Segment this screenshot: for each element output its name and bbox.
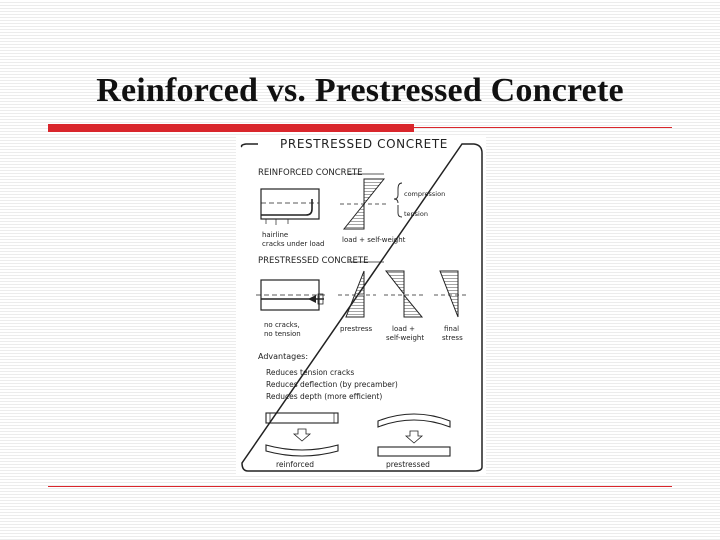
final-stress-diagram: [434, 271, 468, 317]
load-selfweight-label: load + self-weight: [342, 236, 406, 244]
compression-brace: [394, 183, 402, 203]
advantages-title: Advantages:: [258, 352, 309, 361]
reinforced-beam: [261, 189, 319, 225]
load-label: load +: [392, 325, 416, 333]
advantage-item-1: Reduces tension cracks: [266, 368, 355, 377]
reinforced-beam-label: reinforced: [276, 460, 315, 469]
prestressed-title: PRESTRESSED CONCRETE: [258, 256, 369, 266]
final-label: final: [444, 325, 460, 333]
no-tension-label: no tension: [264, 330, 301, 338]
tension-brace: [398, 205, 402, 217]
advantage-item-3: Reduces depth (more efficient): [266, 392, 383, 401]
reinforced-title: REINFORCED CONCRETE: [258, 168, 363, 178]
sketch-drawing: [236, 137, 486, 474]
reinforced-stress-diagram: [340, 179, 388, 229]
advantage-item-2: Reduces deflection (by precamber): [266, 380, 398, 389]
slide-title: Reinforced vs. Prestressed Concrete: [96, 72, 624, 109]
concrete-sketch-figure: [236, 137, 486, 474]
prestress-label: prestress: [340, 325, 373, 333]
stress-label: stress: [442, 334, 463, 342]
reinforced-beam-elevation: [266, 413, 338, 456]
prestressed-beam: [256, 280, 326, 310]
title-accent-bar: [48, 124, 414, 132]
selfweight-label: self-weight: [386, 334, 425, 342]
compression-label: compression: [404, 190, 446, 198]
prestressed-beam-label: prestressed: [386, 460, 430, 469]
cracks-label: cracks under load: [262, 240, 325, 248]
figure-heading: PRESTRESSED CONCRETE: [280, 137, 448, 151]
title-accent-line: [414, 127, 672, 128]
hairline-label: hairline: [262, 231, 289, 239]
footer-line: [48, 486, 672, 487]
tension-label: tension: [404, 210, 428, 218]
prestressed-beam-elevation: [378, 414, 450, 456]
load-diagram: [384, 271, 426, 317]
no-cracks-label: no cracks,: [264, 321, 300, 329]
